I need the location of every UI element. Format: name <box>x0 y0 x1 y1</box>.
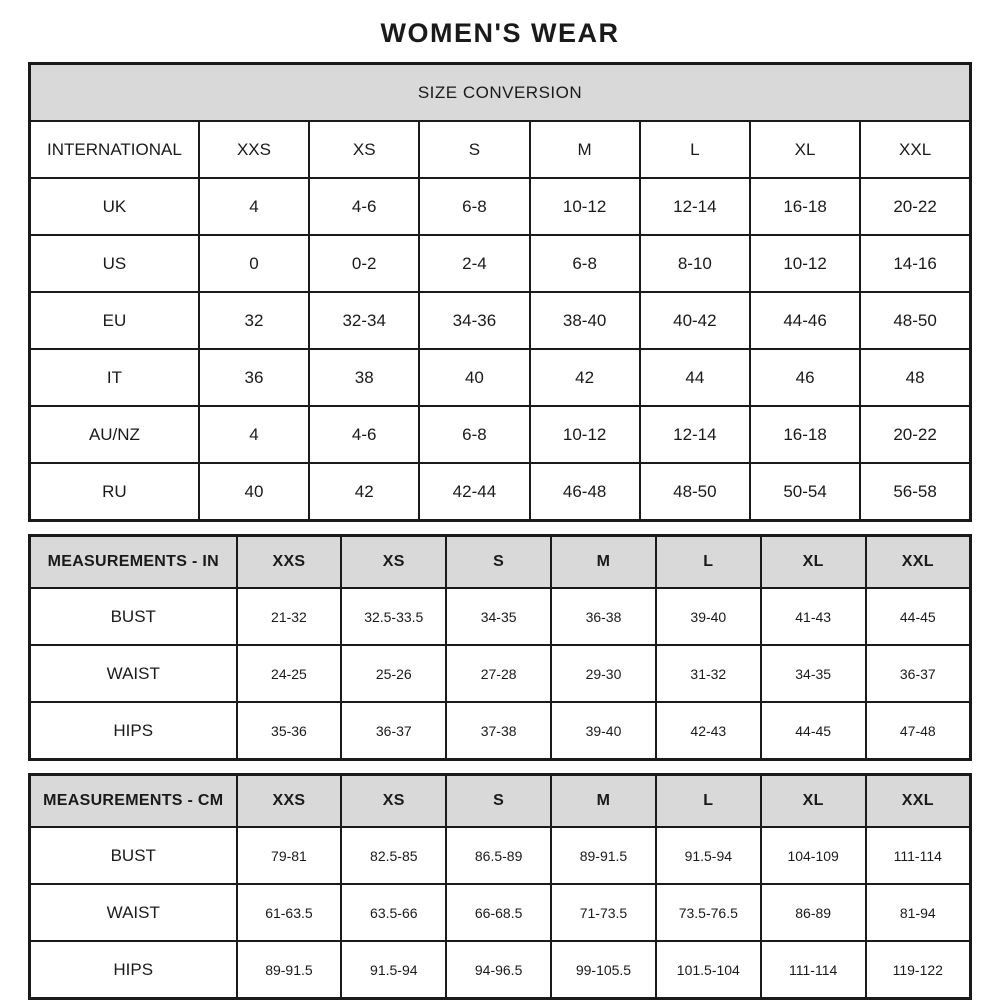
header-cell-xxs: XXS <box>237 536 342 589</box>
table-cell: 16-18 <box>750 406 860 463</box>
row-label: AU/NZ <box>30 406 199 463</box>
table-cell: 73.5-76.5 <box>656 884 761 941</box>
table-cell: 24-25 <box>237 645 342 702</box>
table-cell: 119-122 <box>866 941 971 999</box>
header-cell-xxs: XXS <box>199 121 309 178</box>
table-cell: 6-8 <box>419 178 529 235</box>
table-cell: 6-8 <box>530 235 640 292</box>
row-label: EU <box>30 292 199 349</box>
header-cell-xl: XL <box>750 121 860 178</box>
table-row-us <box>30 235 971 292</box>
header-cell-xxl: XXL <box>860 121 970 178</box>
table-cell: 12-14 <box>640 178 750 235</box>
table-cell: 44-45 <box>866 588 971 645</box>
table-cell: 104-109 <box>761 827 866 884</box>
table-cell: 4-6 <box>309 178 419 235</box>
table-cell: 40 <box>199 463 309 521</box>
table-cell: 36-38 <box>551 588 656 645</box>
header-cell-international: INTERNATIONAL <box>30 121 199 178</box>
table-row-ru <box>30 463 971 521</box>
measurements-cm-title: MEASUREMENTS - CM <box>30 775 237 828</box>
table-cell: 71-73.5 <box>551 884 656 941</box>
header-cell-xs: XS <box>309 121 419 178</box>
table-cell: 34-36 <box>419 292 529 349</box>
table-cell: 32.5-33.5 <box>341 588 446 645</box>
header-cell-xl: XL <box>761 775 866 828</box>
table-title-row <box>30 64 971 122</box>
table-cell: 32 <box>199 292 309 349</box>
table-cell: 42-44 <box>419 463 529 521</box>
header-cell-s: S <box>446 536 551 589</box>
header-cell-xs: XS <box>341 536 446 589</box>
table-cell: 8-10 <box>640 235 750 292</box>
table-cell: 111-114 <box>761 941 866 999</box>
table-cell: 41-43 <box>761 588 866 645</box>
header-cell-m: M <box>551 775 656 828</box>
table-cell: 38-40 <box>530 292 640 349</box>
table-cell: 91.5-94 <box>656 827 761 884</box>
row-label: BUST <box>30 827 237 884</box>
table-cell: 56-58 <box>860 463 970 521</box>
table-cell: 36 <box>199 349 309 406</box>
table-row-aunz <box>30 406 971 463</box>
table-row-uk <box>30 178 971 235</box>
header-cell-m: M <box>551 536 656 589</box>
table-cell: 39-40 <box>656 588 761 645</box>
table-cell: 27-28 <box>446 645 551 702</box>
table-cell: 25-26 <box>341 645 446 702</box>
table-cell: 42 <box>530 349 640 406</box>
table-cell: 38 <box>309 349 419 406</box>
table-cell: 86-89 <box>761 884 866 941</box>
table-cell: 89-91.5 <box>551 827 656 884</box>
table-cell: 29-30 <box>551 645 656 702</box>
table-cell: 2-4 <box>419 235 529 292</box>
measurements-cm-table <box>28 773 972 1000</box>
table-cell: 4 <box>199 178 309 235</box>
size-conversion-title: SIZE CONVERSION <box>30 64 971 122</box>
table-cell: 40 <box>419 349 529 406</box>
measurements-cm-header-row <box>30 775 971 828</box>
table-cell: 21-32 <box>237 588 342 645</box>
header-cell-xxs: XXS <box>237 775 342 828</box>
table-row-bust-cm <box>30 827 971 884</box>
table-cell: 39-40 <box>551 702 656 760</box>
row-label: BUST <box>30 588 237 645</box>
header-cell-l: L <box>656 536 761 589</box>
measurements-in-header-row <box>30 536 971 589</box>
row-label: UK <box>30 178 199 235</box>
header-cell-s: S <box>419 121 529 178</box>
table-cell: 10-12 <box>530 406 640 463</box>
table-cell: 79-81 <box>237 827 342 884</box>
table-row-waist-in <box>30 645 971 702</box>
table-cell: 20-22 <box>860 178 970 235</box>
header-cell-l: L <box>656 775 761 828</box>
table-cell: 63.5-66 <box>341 884 446 941</box>
table-row-eu <box>30 292 971 349</box>
table-row-it <box>30 349 971 406</box>
table-cell: 4-6 <box>309 406 419 463</box>
header-cell-s: S <box>446 775 551 828</box>
table-cell: 86.5-89 <box>446 827 551 884</box>
table-cell: 42-43 <box>656 702 761 760</box>
table-cell: 94-96.5 <box>446 941 551 999</box>
table-cell: 50-54 <box>750 463 860 521</box>
row-label: HIPS <box>30 702 237 760</box>
table-cell: 16-18 <box>750 178 860 235</box>
size-header-row <box>30 121 971 178</box>
row-label: IT <box>30 349 199 406</box>
table-cell: 10-12 <box>750 235 860 292</box>
table-cell: 44 <box>640 349 750 406</box>
table-cell: 44-45 <box>761 702 866 760</box>
table-cell: 20-22 <box>860 406 970 463</box>
table-cell: 81-94 <box>866 884 971 941</box>
page-title: WOMEN'S WEAR <box>380 18 620 48</box>
table-row-waist-cm <box>30 884 971 941</box>
row-label: WAIST <box>30 884 237 941</box>
row-label: WAIST <box>30 645 237 702</box>
table-cell: 44-46 <box>750 292 860 349</box>
table-cell: 99-105.5 <box>551 941 656 999</box>
table-cell: 37-38 <box>446 702 551 760</box>
row-label: HIPS <box>30 941 237 999</box>
table-cell: 32-34 <box>309 292 419 349</box>
table-cell: 34-35 <box>446 588 551 645</box>
measurements-in-title: MEASUREMENTS - IN <box>30 536 237 589</box>
table-cell: 36-37 <box>341 702 446 760</box>
table-cell: 6-8 <box>419 406 529 463</box>
table-cell: 4 <box>199 406 309 463</box>
table-cell: 47-48 <box>866 702 971 760</box>
table-cell: 10-12 <box>530 178 640 235</box>
table-cell: 101.5-104 <box>656 941 761 999</box>
table-row-hips-in <box>30 702 971 760</box>
table-cell: 82.5-85 <box>341 827 446 884</box>
table-cell: 14-16 <box>860 235 970 292</box>
table-cell: 0-2 <box>309 235 419 292</box>
table-cell: 48 <box>860 349 970 406</box>
table-cell: 66-68.5 <box>446 884 551 941</box>
row-label: US <box>30 235 199 292</box>
header-cell-xl: XL <box>761 536 866 589</box>
measurements-in-table <box>28 534 972 761</box>
table-cell: 42 <box>309 463 419 521</box>
table-cell: 46-48 <box>530 463 640 521</box>
header-cell-xs: XS <box>341 775 446 828</box>
table-cell: 91.5-94 <box>341 941 446 999</box>
table-row-bust-in <box>30 588 971 645</box>
table-cell: 111-114 <box>866 827 971 884</box>
table-cell: 89-91.5 <box>237 941 342 999</box>
header-cell-xxl: XXL <box>866 775 971 828</box>
table-cell: 46 <box>750 349 860 406</box>
table-cell: 35-36 <box>237 702 342 760</box>
table-cell: 34-35 <box>761 645 866 702</box>
size-conversion-table <box>28 62 972 522</box>
table-cell: 12-14 <box>640 406 750 463</box>
table-cell: 61-63.5 <box>237 884 342 941</box>
table-row-hips-cm <box>30 941 971 999</box>
table-cell: 36-37 <box>866 645 971 702</box>
table-cell: 0 <box>199 235 309 292</box>
header-cell-l: L <box>640 121 750 178</box>
row-label: RU <box>30 463 199 521</box>
table-cell: 48-50 <box>860 292 970 349</box>
header-cell-m: M <box>530 121 640 178</box>
table-cell: 31-32 <box>656 645 761 702</box>
table-cell: 48-50 <box>640 463 750 521</box>
table-cell: 40-42 <box>640 292 750 349</box>
header-cell-xxl: XXL <box>866 536 971 589</box>
